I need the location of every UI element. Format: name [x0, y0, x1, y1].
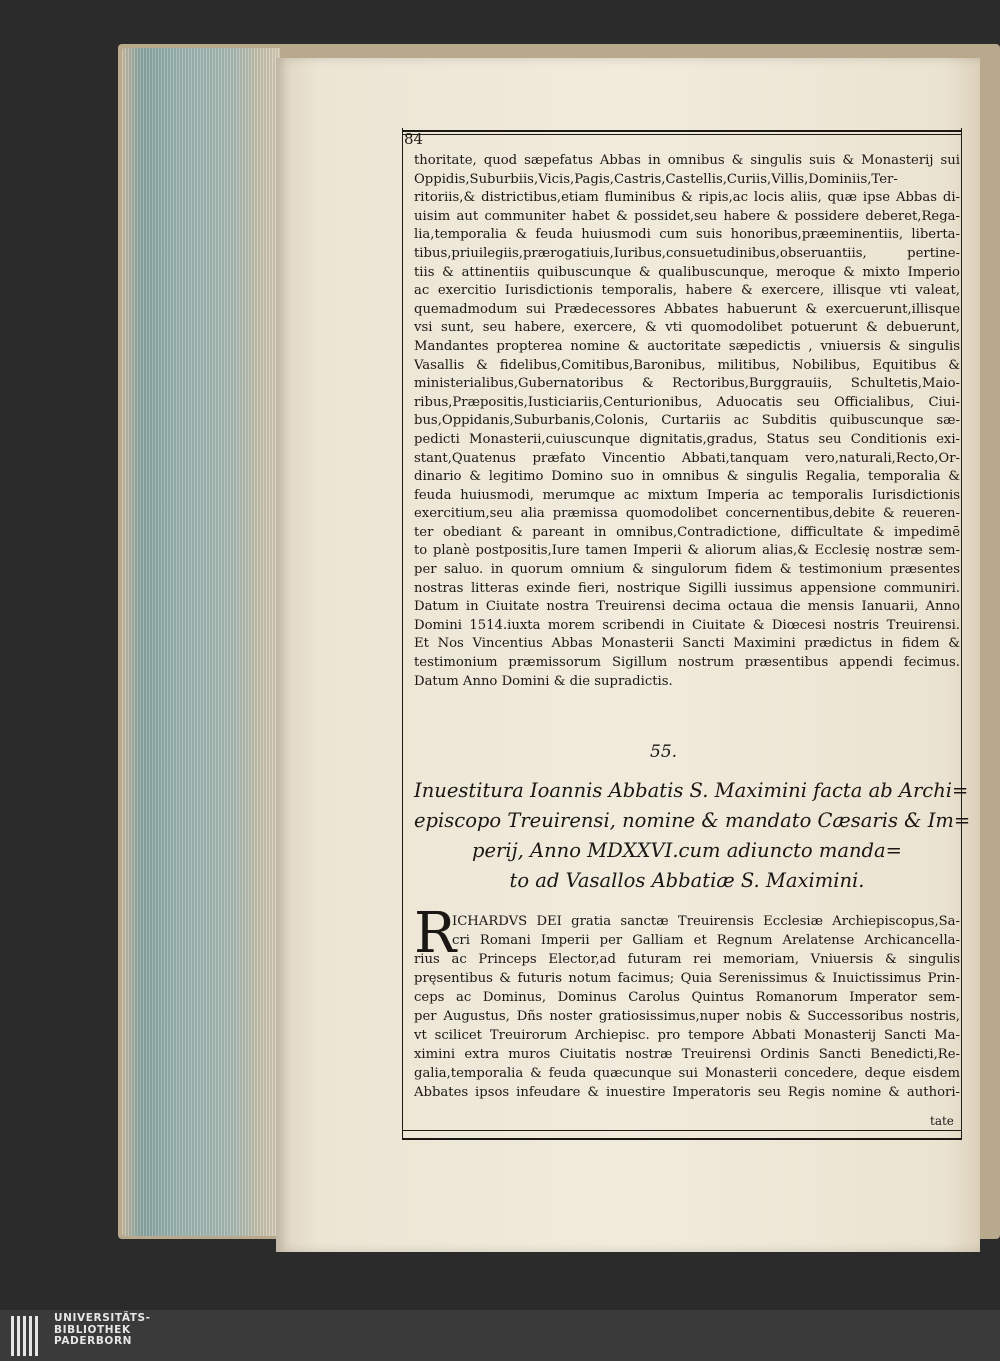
text-line: Oppidis,Suburbiis,Vicis,Pagis,Castris,Castellis,Curiis,Villis,Dominiis,Ter-: [414, 171, 898, 187]
text-line: stant,Quatenus præfato Vincentio Abbati,tanquam vero,naturali,Recto,Or-: [414, 450, 960, 466]
text-line: lia,temporalia & feuda huiusmodi cum suis honoribus,præeminentiis, liberta-: [414, 227, 960, 243]
text-line: vsi sunt, seu habere, exercere, & vti quomodolibet potuerunt & debuerunt,: [414, 320, 960, 336]
text-line: thoritate, quod sæpefatus Abbas in omnibus & singulis suis & Monasterij sui: [414, 153, 960, 168]
text-line: bus,Oppidanis,Suburbanis,Colonis, Curtariis ac Subditis quibuscunque sæ-: [414, 413, 960, 429]
text-line: Domini 1514.iuxta morem scribendi in Ciuitate & Diœcesi nostris Treuirensi.: [414, 617, 960, 633]
catchword: tate: [930, 1114, 954, 1128]
text-line: uisim aut communiter habet & possidet,seu habere & possidere deberet,Rega-: [414, 208, 960, 224]
text-line: ICHARDVS DEI gratia sanctæ Treuirensis Ecclesiæ Archiepiscopus,Sa-: [452, 914, 960, 929]
text-line: cri Romani Imperii per Galliam et Regnum Arelatense Archicancella-: [452, 933, 960, 948]
text-line: Vasallis & fidelibus,Comitibus,Baronibus, militibus, Nobilibus, Equitibus &: [414, 357, 960, 373]
text-line: galia,temporalia & feuda quæcunque sui Monasterii concedere, deque eisdem: [414, 1066, 960, 1081]
library-name-line3: PADERBORN: [54, 1335, 133, 1347]
body-text-upper: [414, 152, 960, 691]
text-line: Datum in Ciuitate nostra Treuirensi decima octaua die mensis Ianuarii, Anno: [414, 599, 960, 615]
text-line: ac exercitio Iurisdictionis temporalis, habere & exercere, illisque vti valeat,: [414, 283, 960, 299]
page-number: 84: [404, 130, 424, 148]
text-line: Mandantes propterea nomine & auctoritate sæpedictis , vniuersis & singulis: [414, 338, 960, 354]
library-name-line2: BIBLIOTHEK: [54, 1323, 131, 1336]
text-line: Et Nos Vincentius Abbas Monasterii Sancti Maximini prædictus in fidem &: [414, 636, 960, 652]
page-edges: [122, 48, 280, 1236]
text-line: tibus,priuilegiis,prærogatiuis,Iuribus,consuetudinibus,obseruantiis, pertine-: [414, 245, 960, 261]
text-line: per Augustus, Dñs noster gratiosissimus,nuper nobis & Successoribus nostris,: [414, 1009, 960, 1024]
text-line: perij, Anno MDXXVI.cum adiuncto manda=: [472, 839, 902, 862]
library-name-line1: UNIVERSITÄTS-: [54, 1312, 151, 1324]
text-line: ceps ac Dominus, Dominus Carolus Quintus Romanorum Imperator sem-: [414, 990, 960, 1005]
text-line: ministerialibus,Gubernatoribus & Rectoribus,Burggrauiis, Schultetis,Maio-: [414, 376, 960, 392]
text-line: ter obediant & pareant in omnibus,Contradictione, difficultate & impedimē: [414, 524, 960, 540]
text-line: ribus,Præpositis,Iusticiariis,Centurionibus, Aduocatis seu Officialibus, Ciui-: [414, 394, 960, 410]
text-line: dinario & legitimo Domino suo in omnibus & singulis Regalia, temporalia &: [414, 469, 960, 485]
text-line: Abbates ipsos infeudare & inuestire Imperatoris seu Regis nomine & authori-: [414, 1085, 960, 1100]
text-line: quemadmodum sui Prædecessores Abbates habuerunt & exercuerunt,illisque: [414, 301, 960, 317]
bottom-rule-thin: [402, 1130, 962, 1131]
body-text-lower: [414, 912, 960, 1102]
text-line: pręsentibus & futuris notum facimus; Quia Serenissimus & Inuictissimus Prin-: [414, 971, 960, 986]
text-line: vt scilicet Treuirorum Archiepisc. pro tempore Abbati Monasterij Sancti Ma-: [414, 1028, 960, 1043]
text-line: nostras litteras exinde fieri, nostrique Sigilli iussimus appensione communiri.: [414, 580, 960, 596]
text-line: Inuestitura Ioannis Abbatis S. Maximini facta ab Archi=: [414, 779, 969, 802]
text-line: per saluo. in quorum omnium & singulorum fidem & testimonium præsentes: [414, 562, 960, 578]
text-line: Datum Anno Domini & die supradictis.: [414, 673, 673, 689]
text-line: episcopo Treuirensi, nomine & mandato Cæsaris & Im=: [414, 809, 971, 832]
text-line: ximini extra muros Ciuitatis nostræ Treuirensi Ordinis Sancti Benedicti,Re-: [414, 1047, 960, 1062]
text-line: to planè postpositis,Iure tamen Imperii & aliorum alias,& Ecclesię nostræ sem-: [414, 543, 960, 559]
text-line: exercitium,seu alia præmissa quomodolibet concernentibus,debite & reueren-: [414, 506, 960, 522]
text-line: rius ac Princeps Elector,ad futuram rei memoriam, Vniuersis & singulis: [414, 952, 960, 967]
text-line: testimonium præmissorum Sigillum nostrum præsentibus appendi fecimus.: [414, 655, 960, 671]
library-name: [54, 1313, 151, 1348]
text-line: to ad Vasallos Abbatiæ S. Maximini.: [509, 869, 865, 892]
section-number: 55.: [650, 742, 678, 762]
text-line: ritoriis,& districtibus,etiam fluminibus & ripis,ac locis aliis, quæ ipse Abbas di-: [414, 190, 960, 206]
text-line: pedicti Monasterii,cuiuscunque dignitatis,gradus, Status seu Conditionis exi-: [414, 431, 960, 447]
text-line: tiis & attinentiis quibuscunque & qualibuscunque, meroque & mixto Imperio: [414, 264, 960, 280]
drop-cap: R: [414, 901, 457, 966]
bottom-rule: [402, 1138, 962, 1140]
section-heading: [414, 776, 971, 896]
library-logo-icon: [8, 1312, 44, 1360]
text-line: feuda huiusmodi, merumque ac mixtum Imperia ac temporalis Iurisdictionis: [414, 487, 960, 503]
